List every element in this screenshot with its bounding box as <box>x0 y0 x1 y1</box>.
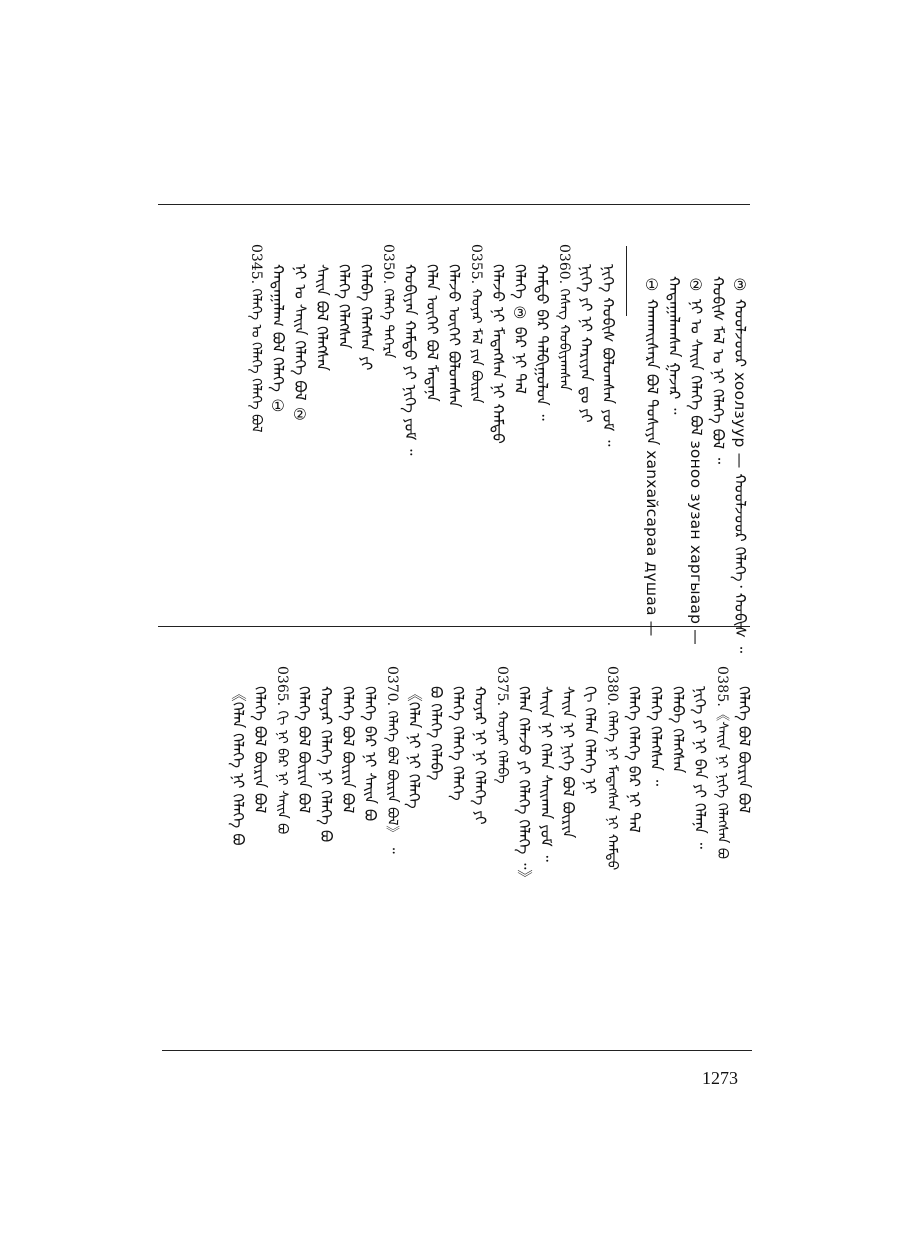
verse-line: ᠨᠢᠭᠡ ᠶᠢ ᠨᠢ ᠬᠠᠷᠢᠶᠠᠨ ᠳᠤ ᠶᠢ <box>577 264 595 423</box>
verse-line: 0380. ᠬᠡᠯᠡᠭᠡ ᠨᠢ ᠮᠡᠳᠡᠭᠰᠡᠨ ᠨᠢ ᠬᠠᠮᠲᠤ <box>604 666 620 871</box>
verse-line: 0370. ᠬᠡᠯᠡᠭᠡ ᠪᠣᠯ ᠪᠦᠷᠢᠨ ᠪᠣᠯ》 ᠃ <box>384 666 400 854</box>
verse-line: 0345. ᠬᠡᠯᠡᠭᠡ ᠤ ᠬᠡᠯᠡᠭᠡ ᠬᠡᠯᠡᠭᠡ ᠪᠣᠯ <box>248 244 264 433</box>
verse-line: ᠬᠡᠯᠡᠭᠡ ᠬᠡᠯᠡᠭᠡ ᠪᠠᠷ ᠨᠢ ᠲᠠᠯ <box>625 686 643 833</box>
verse-line: 0360. ᠬᠡᠰᠡᠭ ᠬᠤᠪᠢᠶᠠᠭᠰᠠᠨ <box>556 244 572 391</box>
verse-line: ᠬᠡᠯᠡᠨ ᠬᠡᠯᠡᠵᠦ ᠶᠢ ᠬᠡᠯᠡᠭᠡ ᠬᠡᠯᠡᠭᠡ ᠃》 <box>515 686 533 886</box>
verse-line: ᠨᠢᠭᠡ ᠬᠤᠪᠢᠰ ᠪᠣᠯᠤᠭᠰᠠᠨ ᠶᠤᠮ ᠃ <box>599 264 617 447</box>
verse-line: ᠨᠢᠭᠡ ᠶᠢ ᠨᠢ ᠪᠠᠨ ᠶᠢ ᠬᠡᠯᠡᠨᠡ ᠃ <box>691 686 709 849</box>
footnote-line: ① ᠬᠠᠨᠬᠠᠢᠰᠠᠷᠠ ᠪᠣᠯ ᠳᠤᠰᠢᠶᠠ хаnхайcapаа дүшаа — <box>643 276 661 637</box>
verse-line: ᠬᠡᠯᠡᠵᠦ ᠦᠭᠡᠢ ᠪᠣᠯᠤᠭᠰᠠᠨ <box>445 264 463 408</box>
verse-line: ᠬᠤᠪᠢᠶᠠᠨ ᠬᠠᠮᠲᠤ ᠶᠢ ᠨᠢᠭᠡ ᠶᠤᠮ ᠃ <box>401 264 419 456</box>
verse-line: ᠨᠢ ᠤ ᠰᠠᠢᠨ ᠬᠡᠯᠡᠭᠡ ᠪᠣᠯ ② <box>291 264 309 424</box>
verse-line: ᠬᠡᠯᠡᠵᠦ ᠨᠢ ᠮᠡᠳᠡᠭᠰᠡᠨ ᠨᠢ ᠬᠠᠮᠲᠤ <box>489 264 507 444</box>
verse-line: ᠬᠡᠯᠡᠭᠡ ᠬᠡᠯᠡᠭᠰᠡᠨ ᠃ <box>647 686 665 787</box>
footnote-line: ② ᠨᠢ ᠤ ᠰᠠᠢᠨ ᠬᠡᠯᠡᠭᠡ ᠪᠣᠯ зоноо зузан хаpгыаар — <box>687 276 705 645</box>
verse-line: 0365. ᠬᠢ ᠨᠢ ᠪᠡᠷ ᠨᠢ ᠰᠠᠢᠨ ᠪᠣ <box>274 666 290 835</box>
verse-line: ᠬᠡᠯᠡᠭᠡ ᠪᠣᠯ ᠪᠦᠷᠢᠨ ᠪᠣᠯ <box>295 686 313 814</box>
verse-line: ᠬᠠᠳᠠᠭᠠᠯᠠᠭ ᠪᠣᠯ ᠬᠡᠯᠡᠭᠡ ① <box>269 264 287 415</box>
verse-line: 《ᠬᠡᠯᠡᠨ ᠨᠢ ᠨᠢ ᠬᠡᠯᠡᠭᠡ <box>405 686 423 809</box>
verse-line: ᠰᠠᠢᠨ ᠨᠢ ᠨᠢᠭᠡ ᠪᠣᠯ ᠪᠦᠷᠢᠨ <box>559 686 577 839</box>
verse-line: ᠬᠡᠯᠡᠭᠡ ᠪᠣᠯ ᠪᠦᠷᠢᠨ ᠪᠣᠯ <box>251 686 269 814</box>
footnote-line: ᠬᠤᠪᠢᠰ ᠮᠠᠯ ᠤ ᠨᠢ ᠬᠡᠯᠡᠭᠡ ᠪᠣᠯ ᠃ <box>709 276 727 465</box>
verse-line: ᠬᠡᠯᠡᠭᠡ ᠪᠡᠷ ᠨᠢ ᠰᠠᠢᠨ ᠪᠣ <box>361 686 379 822</box>
verse-line: ᠬᠣᠶᠠᠷ ᠬᠡᠯᠡᠭᠡ ᠨᠢ ᠬᠡᠯᠡᠭᠡ ᠪᠣ <box>317 686 335 843</box>
verse-line: 0385.《ᠰᠠᠢᠨ ᠨᠢ ᠨᠢᠭᠡ ᠬᠡᠯᠡᠭᠰᠡᠨ ᠪᠣ <box>714 666 730 860</box>
verse-line: ᠬᠡᠯᠡᠭᠡ ᠪᠣᠯ ᠪᠦᠷᠢᠨ ᠪᠣᠯ <box>339 686 357 814</box>
verse-line: ᠬᠡᠯᠡᠪᠡ ᠬᠡᠯᠡᠭᠰᠡᠨ <box>669 686 687 774</box>
verse-line: ᠬᠡᠯᠡᠭᠡ ᠬᠡᠯᠡᠭᠡ ᠬᠡᠯᠡᠭᠡ <box>449 686 467 801</box>
footnote-line: ③ ᠬᠣᠣᠯᠵᠤᠤᠷ xoолзуур — ᠬᠣᠣᠯᠵᠤᠤᠷ ᠬᠡᠯᠡᠭᠡ᠂ ᠬᠤᠪᠢᠰ ᠃ <box>731 276 749 654</box>
verse-line: ᠬᠡᠯᠡᠨ ᠦᠭᠡᠢ ᠪᠣᠯ ᠮᠡᠳᠡᠨᠡ <box>423 264 441 402</box>
verse-line: ᠬᠢ ᠬᠡᠯᠡᠨ ᠬᠡᠯᠡᠭᠡ ᠨᠢ <box>581 686 599 795</box>
footnote-separator <box>626 246 627 316</box>
verse-line: ᠬᠣᠶᠠᠷ ᠨᠢ ᠨᠢ ᠬᠡᠯᠡᠭᠡ ᠶᠢ <box>471 686 489 825</box>
verse-line: 《ᠬᠡᠯᠡᠨ ᠬᠡᠯᠡᠭᠡ ᠨᠢ ᠬᠡᠯᠡᠭᠡ ᠪᠣ <box>229 686 247 846</box>
verse-line: 0375. ᠬᠣᠶᠠᠷ ᠬᠡᠯᠡᠪᠡ <box>494 666 510 784</box>
verse-line: ᠰᠠᠢᠨ ᠪᠣᠯ ᠬᠡᠯᠡᠭᠰᠡᠨ <box>313 264 331 371</box>
verse-line: 0350. ᠬᠡᠯᠡᠭᠡ ᠳᠡᠭᠡᠷᠡ <box>380 244 396 359</box>
verse-line: ᠬᠠᠮᠲᠤ ᠪᠠᠷ ᠲᠠᠯᠪᠢᠭᠤᠯᠤᠨ ᠃ <box>533 264 551 421</box>
page-number: 1273 <box>702 1068 738 1088</box>
verse-line: 0355. ᠬᠣᠶᠠᠷ ᠮᠠᠯ ᠶᠢᠨ ᠪᠦᠷᠢᠨ <box>468 244 484 404</box>
verse-line: ᠬᠡᠯᠡᠭᠡ ᠪᠣᠯ ᠪᠦᠷᠢᠨ ᠪᠣᠯ <box>735 686 753 814</box>
verse-line: ᠬᠡᠯᠡᠭᠡ ᠬᠡᠯᠡᠭᠰᠡᠨ <box>335 264 353 349</box>
verse-line: ᠬᠡᠯᠡᠭᠡ ③ ᠪᠠᠷ ᠨᠢ ᠲᠠᠯ <box>511 264 529 394</box>
footer-rule <box>162 1050 752 1051</box>
footnote-line: ᠬᠠᠳᠠᠭᠠᠯᠠᠭᠰᠠᠨ ᠭᠠᠵᠠᠷ ᠃ <box>665 276 683 415</box>
verse-line: ᠬᠡᠯᠡᠪᠡ ᠬᠡᠯᠡᠭᠰᠡᠨ ᠶᠢ <box>357 264 375 371</box>
verse-line: ᠰᠠᠢᠨ ᠨᠢ ᠬᠡᠯᠡᠨ ᠰᠠᠢᠬᠠᠨ ᠶᠤᠮ ᠃ <box>537 686 555 862</box>
verse-line: ᠪᠣ ᠬᠡᠯᠡᠭᠡ ᠬᠡᠯᠡᠪᠡ <box>427 686 445 781</box>
header-rule <box>158 204 750 205</box>
